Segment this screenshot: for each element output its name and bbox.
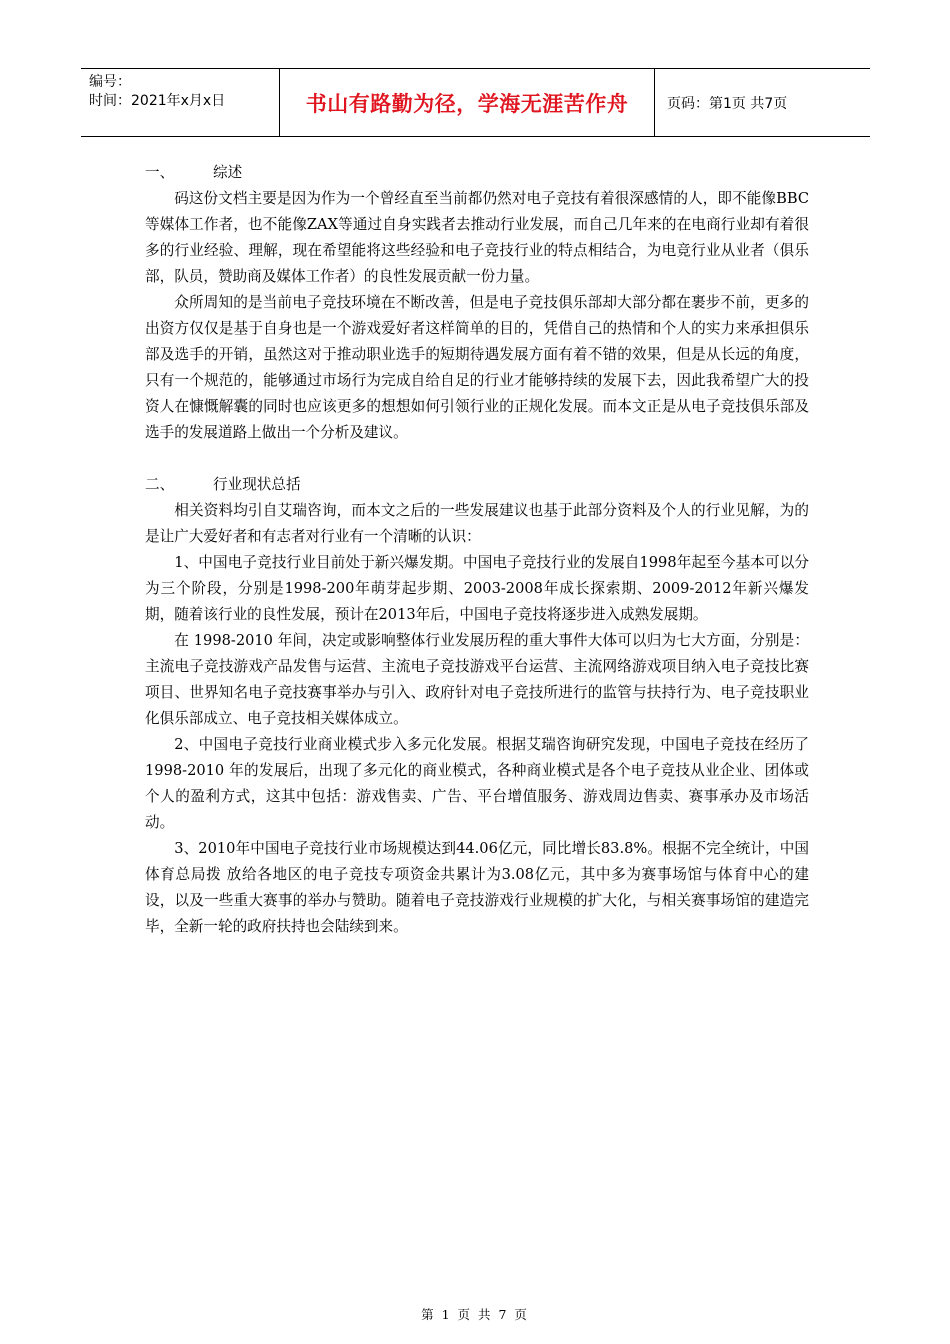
section-number: 二、 (145, 476, 175, 493)
header-meta (81, 69, 280, 136)
page-header (81, 68, 870, 137)
serial-label: 编号： (89, 74, 131, 90)
section-heading (145, 472, 809, 498)
time-label: 时间：2021年x月x日 (89, 93, 226, 109)
section-title: 行业现状总括 (213, 476, 301, 493)
paragraph: 码这份文档主要是因为作为一个曾经直至当前都仍然对电子竞技有着很深感情的人，即不能像BBC等媒体工作者，也不能像ZAX等通过自身实践者去推动行业发展，而自己几年来的在电商行业却有着很多的行业经验、理解，现在希望能将这些经验和电子竞技行业的特点相结合，为电竞行业从业者（俱乐部，队员，赞助商及媒体工作者）的良性发展贡献一份力量。 (145, 190, 809, 285)
paragraph: 相关资料均引自艾瑞咨询，而本文之后的一些发展建议也基于此部分资料及个人的行业见解，为的是让广大爱好者和有志者对行业有一个清晰的认识： (145, 502, 809, 545)
section-number: 一、 (145, 164, 175, 181)
header-page-code: 页码：第1页 共7页 (667, 95, 788, 112)
section-heading (145, 160, 809, 186)
paragraph: 在 1998-2010 年间，决定或影响整体行业发展历程的重大事件大体可以归为七大方面，分别是：主流电子竞技游戏产品发售与运营、主流电子竞技游戏平台运营、主流网络游戏项目纳入电子竞技比赛项目、世界知名电子竞技赛事举办与引入、政府针对电子竞技所进行的监管与扶持行为、电子竞技职业化俱乐部成立、电子竞技相关媒体成立。 (145, 632, 809, 727)
page-footer: 第 1 页 共 7 页 (421, 1307, 529, 1322)
section-spacer (145, 446, 809, 472)
document-body (145, 160, 809, 940)
paragraph: 1、中国电子竞技行业目前处于新兴爆发期。中国电子竞技行业的发展自1998年起至今基本可以分为三个阶段，分别是1998-200年萌芽起步期、2003-2008年成长探索期、2009-2012年新兴爆发期，随着该行业的良性发展，预计在2013年后，中国电子竞技将逐步进入成熟发展期。 (145, 554, 809, 623)
section-title: 综述 (213, 164, 243, 181)
header-motto: 书山有路勤为径，学海无涯苦作舟 (280, 69, 655, 136)
paragraph: 3、2010年中国电子竞技行业市场规模达到44.06亿元，同比增长83.8%。根据不完全统计，中国体育总局拨 放给各地区的电子竞技专项资金共累计为3.08亿元，其中多为赛事场馆与体育中心的建设，以及一些重大赛事的举办与赞助。随着电子竞技游戏行业规模的扩大化，与相关赛事场馆的建造完毕，全新一轮的政府扶持也会陆续到来。 (145, 840, 809, 935)
paragraph: 2、中国电子竞技行业商业模式步入多元化发展。根据艾瑞咨询研究发现，中国电子竞技在经历了 1998-2010 年的发展后，出现了多元化的商业模式，各种商业模式是各个电子竞技从业企业、团体或个人的盈利方式，这其中包括：游戏售卖、广告、平台增值服务、游戏周边售卖、赛事承办及市场活动。 (145, 736, 809, 831)
paragraph: 众所周知的是当前电子竞技环境在不断改善，但是电子竞技俱乐部却大部分都在裹步不前，更多的出资方仅仅是基于自身也是一个游戏爱好者这样简单的目的，凭借自己的热情和个人的实力来承担俱乐部及选手的开销，虽然这对于推动职业选手的短期待遇发展方面有着不错的效果，但是从长远的角度，只有一个规范的，能够通过市场行为完成自给自足的行业才能够持续的发展下去，因此我希望广大的投资人在慷慨解囊的同时也应该更多的想想如何引领行业的正规化发展。而本文正是从电子竞技俱乐部及选手的发展道路上做出一个分析及建议。 (145, 294, 809, 441)
